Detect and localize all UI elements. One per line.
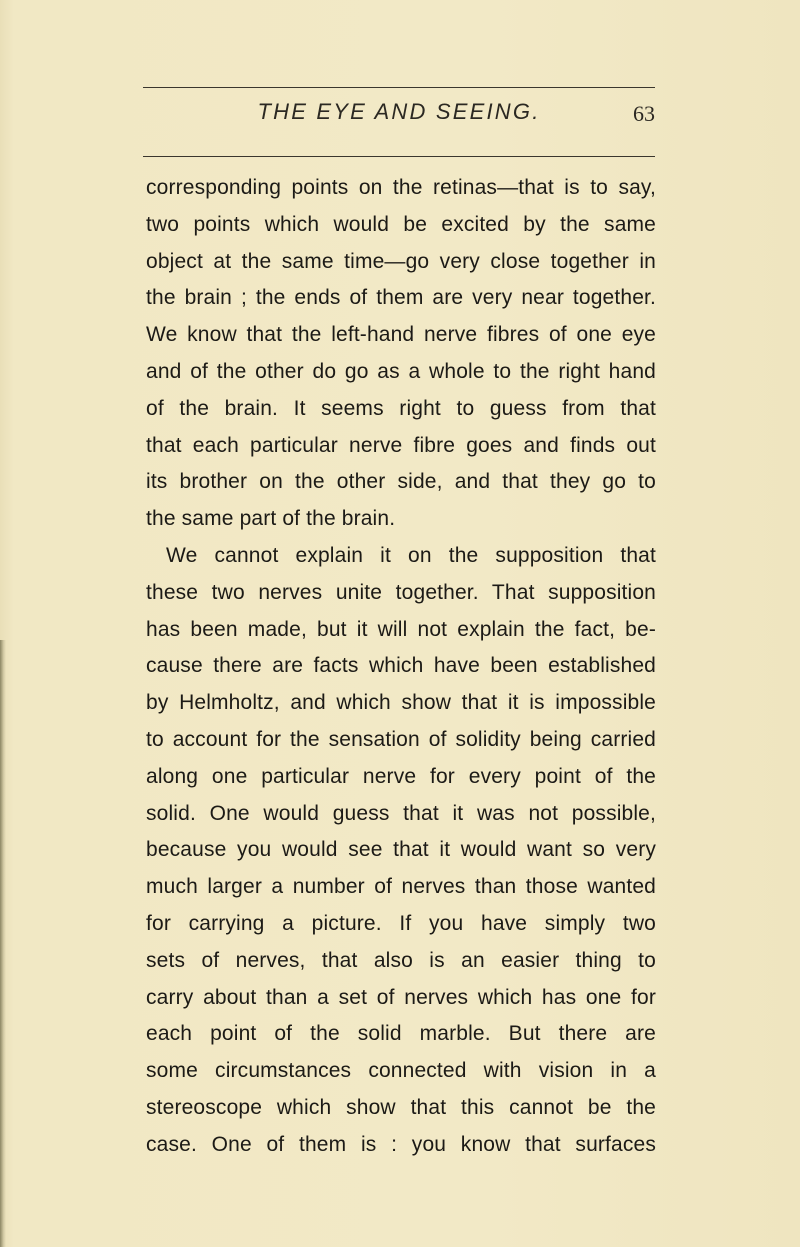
text-line: the same part of the brain.	[146, 507, 396, 531]
text-line: much larger a number of nerves than those wanted	[146, 875, 656, 899]
text-line: each point of the solid marble. But there are	[146, 1022, 656, 1046]
text-line: case. One of them is : you know that surfaces	[146, 1132, 656, 1156]
text-line: its brother on the other side, and that they go to	[146, 470, 656, 494]
header-rule-top	[143, 87, 655, 88]
paragraph-first-line: We cannot explain it on the supposition that	[166, 543, 656, 567]
text-line: for carrying a picture. If you have simply two	[146, 911, 656, 935]
text-line: object at the same time—go very close together in	[146, 249, 656, 273]
text-line: carry about than a set of nerves which has one for	[146, 985, 656, 1009]
text-line: to account for the sensation of solidity being carried	[146, 727, 656, 751]
text-line: and of the other do go as a whole to the right hand	[146, 359, 656, 383]
text-line: two points which would be excited by the same	[146, 212, 656, 236]
text-line: by Helmholtz, and which show that it is impossible	[146, 691, 656, 715]
text-line: solid. One would guess that it was not possible,	[146, 801, 656, 825]
text-line: because you would see that it would want so very	[146, 838, 656, 862]
text-line: corresponding points on the retinas—that is to say,	[146, 176, 656, 199]
header-rule-bottom	[143, 156, 655, 157]
text-line: sets of nerves, that also is an easier thing to	[146, 948, 656, 972]
text-line: of the brain. It seems right to guess from that	[146, 396, 656, 420]
text-line: stereoscope which show that this cannot be the	[146, 1095, 656, 1119]
running-head-title: THE EYE AND SEEING.	[257, 99, 541, 124]
text-line: that each particular nerve fibre goes and finds out	[146, 433, 656, 457]
running-head	[143, 99, 655, 139]
text-line: cause there are facts which have been established	[146, 654, 656, 678]
text-line: has been made, but it will not explain the fact, be-	[146, 617, 656, 641]
page-number: 63	[633, 101, 655, 126]
body-text	[146, 170, 656, 1164]
text-line: these two nerves unite together. That supposition	[146, 580, 656, 604]
text-line: some circumstances connected with vision in a	[146, 1059, 656, 1083]
page-edge-shadow	[0, 640, 6, 1247]
text-line: the brain ; the ends of them are very near together.	[146, 286, 656, 310]
text-line: along one particular nerve for every point of the	[146, 764, 656, 788]
text-line: We know that the left-hand nerve fibres of one eye	[146, 323, 656, 347]
